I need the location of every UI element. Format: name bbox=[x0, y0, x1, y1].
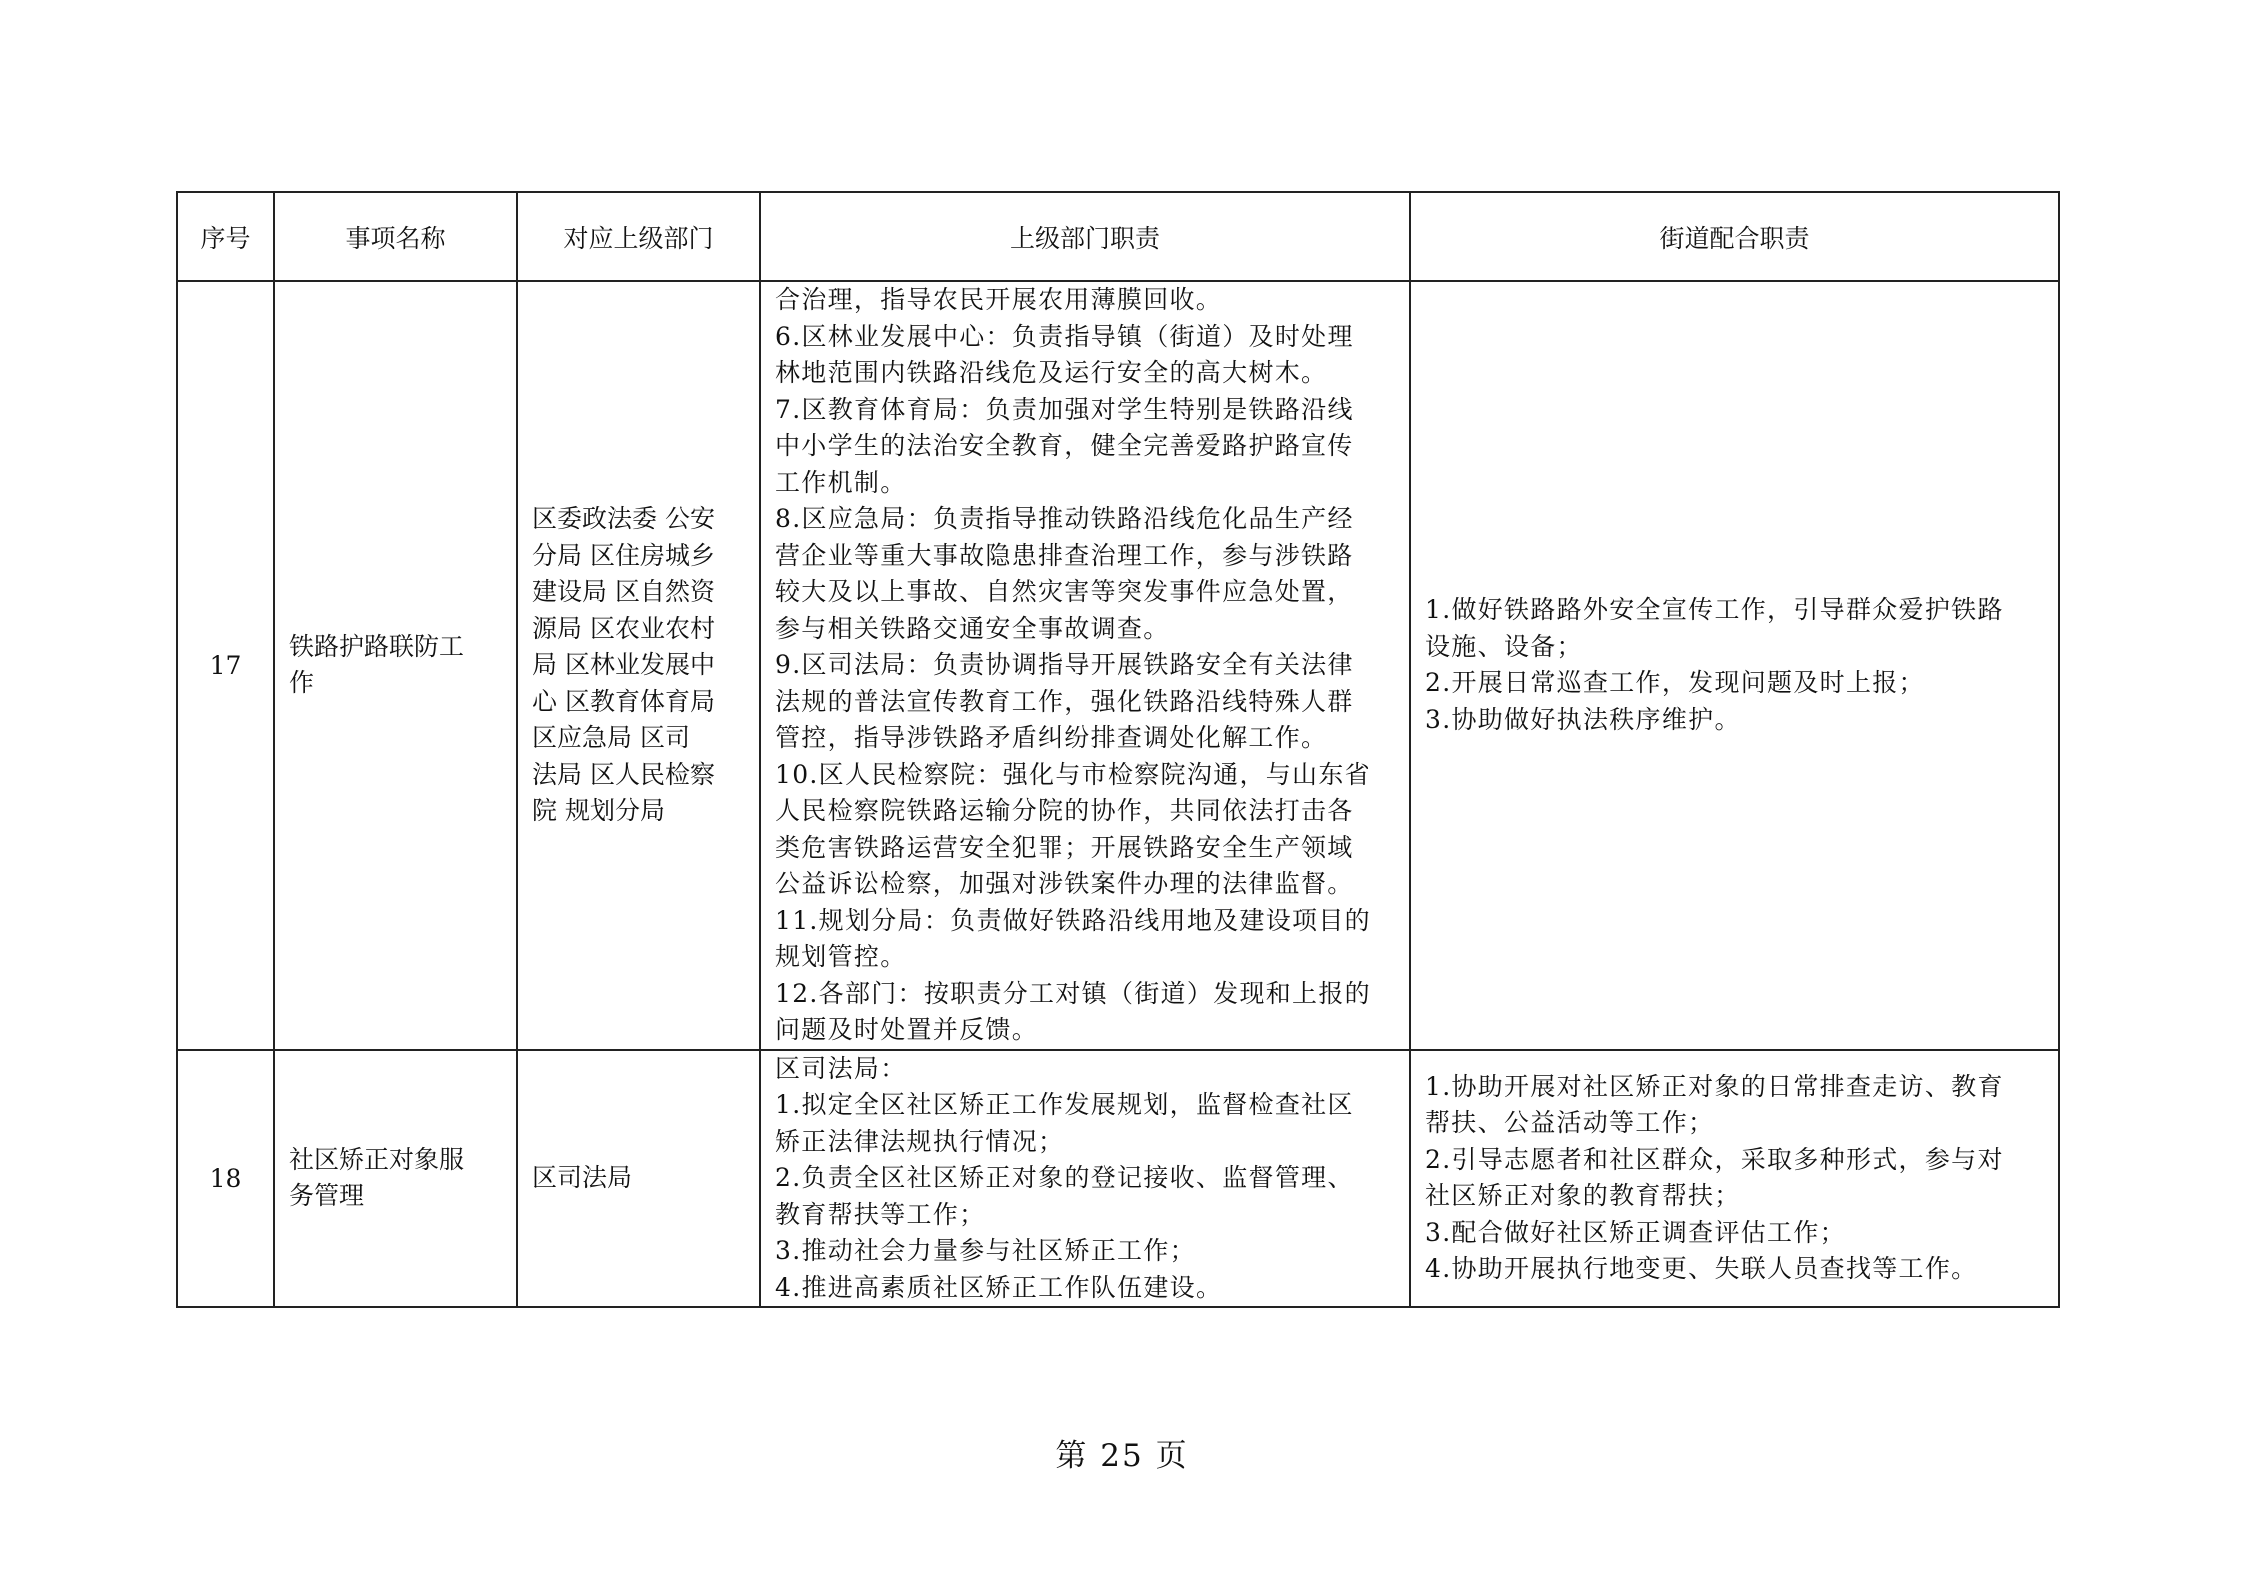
text-line: 分局 区住房城乡 bbox=[532, 540, 715, 570]
header-street-duty: 街道配合职责 bbox=[1410, 192, 2059, 281]
text-line: 作 bbox=[289, 668, 315, 698]
text-line: 参与相关铁路交通安全事故调查。 bbox=[775, 613, 1170, 643]
table-row bbox=[177, 1050, 2059, 1308]
cell-seq: 17 bbox=[177, 281, 274, 1050]
text-line: 1.做好铁路路外安全宣传工作，引导群众爱护铁路 bbox=[1425, 595, 2004, 625]
text-line: 8.区应急局：负责指导推动铁路沿线危化品生产经 bbox=[775, 504, 1354, 533]
text-line: 4.协助开展执行地变更、失联人员查找等工作。 bbox=[1425, 1254, 1978, 1284]
text-line: 4.推进高素质社区矫正工作队伍建设。 bbox=[775, 1272, 1223, 1302]
cell-upper-dept bbox=[517, 1050, 760, 1308]
text-line: 11.规划分局：负责做好铁路沿线用地及建设项目的 bbox=[775, 905, 1371, 935]
text-line: 法规的普法宣传教育工作，强化铁路沿线特殊人群 bbox=[775, 686, 1354, 716]
text-line: 9.区司法局：负责协调指导开展铁路安全有关法律 bbox=[775, 650, 1354, 679]
text-line: 教育帮扶等工作； bbox=[775, 1199, 986, 1229]
text-line: 工作机制。 bbox=[775, 467, 907, 497]
header-upper-duty: 上级部门职责 bbox=[760, 192, 1410, 281]
text-line: 区司法局 bbox=[532, 1163, 633, 1192]
text-line: 社区矫正对象的教育帮扶； bbox=[1425, 1181, 1741, 1211]
text-line: 区委政法委 公安 bbox=[532, 504, 715, 533]
text-line: 1.拟定全区社区矫正工作发展规划，监督检查社区 bbox=[775, 1090, 1354, 1119]
text-line: 类危害铁路运营安全犯罪；开展铁路安全生产领域 bbox=[775, 832, 1354, 862]
text-line: 10.区人民检察院：强化与市检察院沟通，与山东省 bbox=[775, 759, 1371, 789]
text-line: 较大及以上事故、自然灾害等突发事件应急处置， bbox=[775, 577, 1354, 606]
text-line: 3.配合做好社区矫正调查评估工作； bbox=[1425, 1217, 1846, 1247]
cell-upper-duty bbox=[760, 281, 1410, 1050]
text-line: 1.协助开展对社区矫正对象的日常排查走访、教育 bbox=[1425, 1071, 2004, 1101]
text-line: 合治理，指导农民开展农用薄膜回收。 bbox=[775, 285, 1223, 314]
cell-item-name bbox=[274, 1050, 517, 1308]
header-item-name: 事项名称 bbox=[274, 192, 517, 281]
text-line: 2.负责全区社区矫正对象的登记接收、监督管理、 bbox=[775, 1163, 1354, 1192]
text-line: 2.引导志愿者和社区群众，采取多种形式，参与对 bbox=[1425, 1144, 2004, 1174]
duty-table bbox=[176, 191, 2060, 1308]
text-line: 林地范围内铁路沿线危及运行安全的高大树木。 bbox=[775, 358, 1328, 387]
header-seq: 序号 bbox=[177, 192, 274, 281]
text-line: 源局 区农业农村 bbox=[532, 613, 715, 643]
header-upper-dept: 对应上级部门 bbox=[517, 192, 760, 281]
table-header-row bbox=[177, 192, 2059, 281]
text-line: 3.推动社会力量参与社区矫正工作； bbox=[775, 1236, 1196, 1265]
cell-upper-dept bbox=[517, 281, 760, 1050]
text-line: 心 区教育体育局 bbox=[532, 686, 715, 716]
text-line: 问题及时处置并反馈。 bbox=[775, 1015, 1039, 1044]
cell-street-duty bbox=[1410, 281, 2059, 1050]
text-line: 矫正法律法规执行情况； bbox=[775, 1126, 1065, 1156]
text-line: 铁路护路联防工 bbox=[289, 632, 465, 662]
text-line: 营企业等重大事故隐患排查治理工作，参与涉铁路 bbox=[775, 540, 1354, 570]
text-line: 设施、设备； bbox=[1425, 631, 1583, 661]
text-line: 6.区林业发展中心：负责指导镇（街道）及时处理 bbox=[775, 321, 1354, 351]
text-line: 社区矫正对象服 bbox=[289, 1145, 465, 1175]
cell-street-duty bbox=[1410, 1050, 2059, 1308]
text-line: 人民检察院铁路运输分院的协作，共同依法打击各 bbox=[775, 796, 1354, 825]
text-line: 12.各部门：按职责分工对镇（街道）发现和上报的 bbox=[775, 978, 1371, 1008]
cell-upper-duty bbox=[760, 1050, 1410, 1308]
cell-seq: 18 bbox=[177, 1050, 274, 1308]
text-line: 法局 区人民检察 bbox=[532, 759, 715, 789]
cell-item-name bbox=[274, 281, 517, 1050]
text-line: 公益诉讼检察，加强对涉铁案件办理的法律监督。 bbox=[775, 869, 1354, 898]
text-line: 区司法局： bbox=[775, 1053, 907, 1083]
page-number: 第 25 页 bbox=[1055, 1438, 1189, 1474]
text-line: 7.区教育体育局：负责加强对学生特别是铁路沿线 bbox=[775, 394, 1354, 424]
text-line: 院 规划分局 bbox=[532, 796, 665, 825]
text-line: 帮扶、公益活动等工作； bbox=[1425, 1108, 1715, 1138]
text-line: 务管理 bbox=[289, 1181, 365, 1211]
table-row bbox=[177, 281, 2059, 1050]
text-line: 建设局 区自然资 bbox=[532, 577, 715, 606]
text-line: 局 区林业发展中 bbox=[532, 650, 715, 679]
text-line: 2.开展日常巡查工作，发现问题及时上报； bbox=[1425, 668, 1925, 698]
text-line: 规划管控。 bbox=[775, 942, 907, 971]
text-line: 区应急局 区司 bbox=[532, 723, 690, 752]
text-line: 3.协助做好执法秩序维护。 bbox=[1425, 704, 1741, 734]
text-line: 管控，指导涉铁路矛盾纠纷排查调处化解工作。 bbox=[775, 723, 1328, 752]
text-line: 中小学生的法治安全教育，健全完善爱路护路宣传 bbox=[775, 431, 1354, 460]
